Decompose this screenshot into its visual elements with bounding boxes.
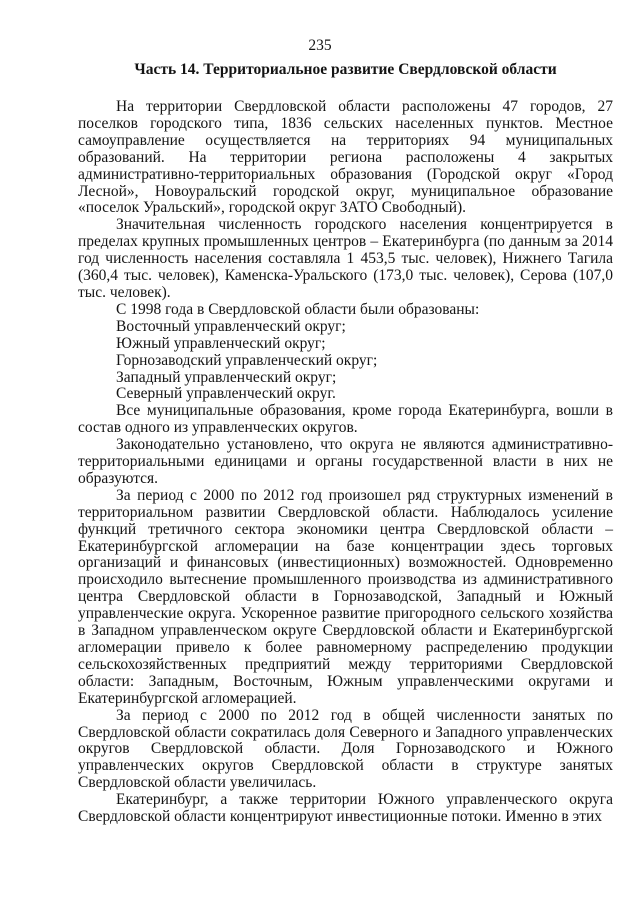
paragraph-investment-flows: Екатеринбург, а также территории Южного управленческого округа Свердловской области концентрируют инвестиционные потоки. Именно в этих	[78, 791, 613, 826]
document-body	[78, 99, 613, 826]
paragraph-settlements: На территории Свердловской области расположены 47 городов, 27 поселков городского типа, 1836 сельских населенных пунктов. Местное самоуправление осуществляется на территориях 94 муниципальных образований. На территории региона расположены 4 закрытых административно-территориальных образования (Городской округ «Город Лесной», Новоуральский городской округ, муниципальное образование «поселок Уральский», городской округ ЗАТО Свободный).	[78, 98, 613, 217]
paragraph-urban-population: Значительная численность городского населения концентрируется в пределах крупных промышленных центров – Екатеринбурга (по данным за 2014 год численность населения составляла 1 453,5 тыс. человек), Нижнего Тагила (360,4 тыс. человек), Каменска-Уральского (173,0 тыс. человек), Серова (107,0 тыс. человек).	[78, 216, 613, 301]
paragraph-employment-shares: За период с 2000 по 2012 год в общей численности занятых по Свердловской области сократилась доля Северного и Западного управленческих округов Свердловской области. Доля Горнозаводского и Южного управленческих округов Свердловской области в структуре занятых Свердловской области увеличилась.	[78, 706, 613, 792]
list-item-eastern-district: Восточный управленческий округ;	[116, 317, 346, 335]
list-item-southern-district: Южный управленческий округ;	[116, 334, 326, 352]
list-item-western-district: Западный управленческий округ;	[116, 368, 337, 386]
list-item-northern-district: Северный управленческий округ.	[116, 385, 336, 403]
paragraph-districts-intro: С 1998 года в Свердловской области были образованы:	[116, 300, 480, 318]
paragraph-structural-changes: За период с 2000 по 2012 год произошел ряд структурных изменений в территориальном развитии Свердловской области. Наблюдалось усиление функций третичного сектора экономики центра Свердловской области – Екатеринбургской агломерации на базе концентрации здесь торговых организаций и финансовых (инвестиционных) возможностей. Одновременно происходило вытеснение промышленного производства из административного центра Свердловской области в Горнозаводской, Западный и Южный управленческие округа. Ускоренное развитие пригородного сельского хозяйства в Западном управленческом округе Свердловской области и Екатеринбургской агломерации привело к более равномерному распределению продукции сельскохозяйственных предприятий между территориями Свердловской области: Западным, Восточным, Южным управленческими округами и Екатеринбургской агломерацией.	[78, 486, 613, 707]
section-title: Часть 14. Территориальное развитие Свердловской области	[134, 61, 557, 78]
page-number: 235	[308, 37, 332, 54]
paragraph-legal-status: Законодательно установлено, что округа не являются административно-территориальными единицами и органы государственной власти в них не образуются.	[78, 436, 613, 487]
paragraph-municipal-membership: Все муниципальные образования, кроме города Екатеринбурга, вошли в состав одного из управленческих округов.	[78, 402, 613, 437]
list-item-mining-district: Горнозаводский управленческий округ;	[116, 351, 378, 369]
